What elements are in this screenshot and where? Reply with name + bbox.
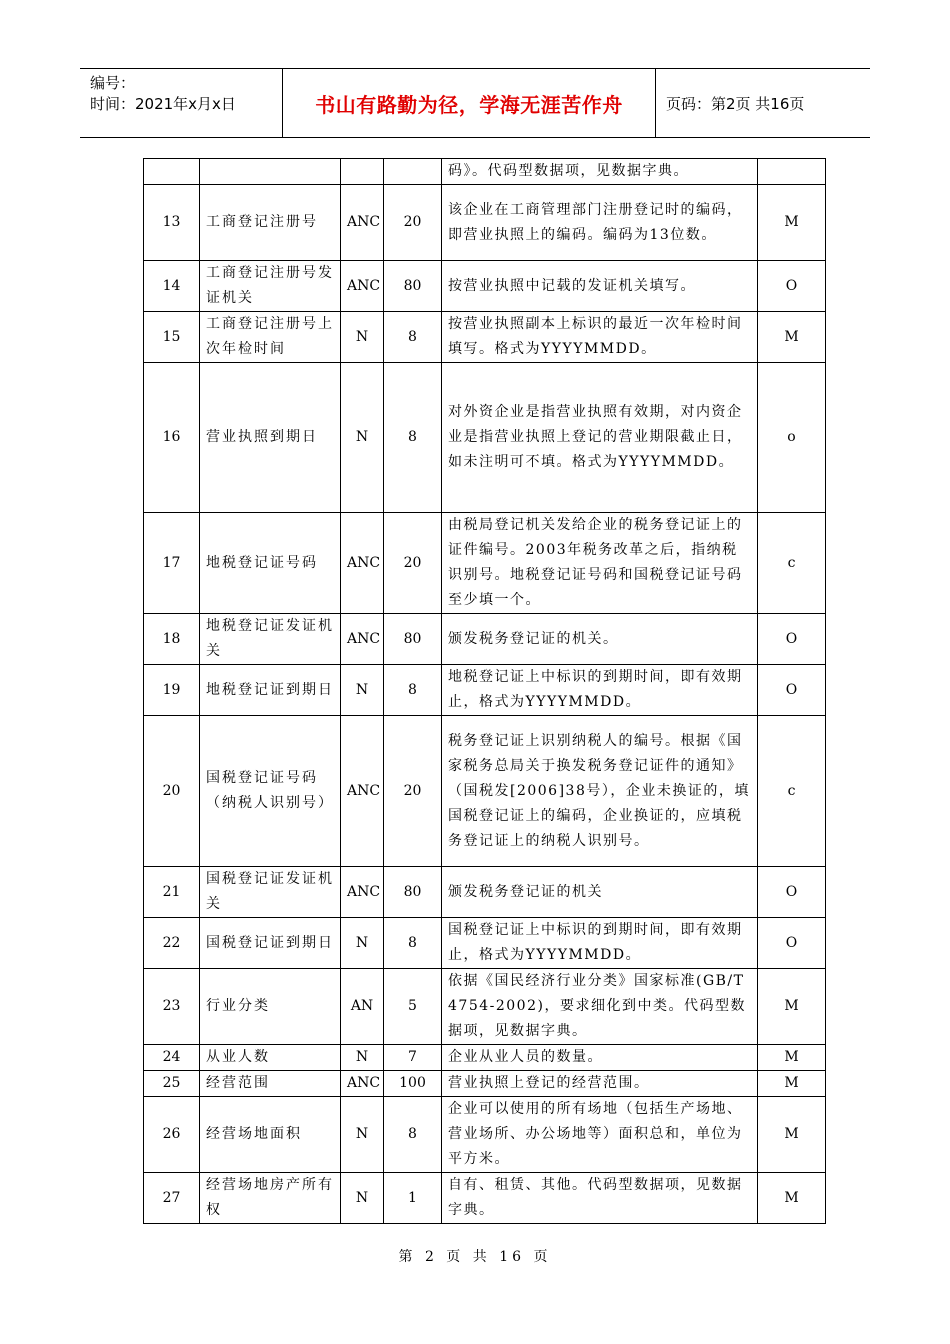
cell-type: N [341, 312, 384, 363]
cell-type: AN [341, 969, 384, 1045]
cell-len: 5 [384, 969, 442, 1045]
motto: 书山有路勤为径，学海无涯苦作舟 [315, 92, 623, 117]
cell-req: M [758, 1071, 826, 1097]
cell-num: 14 [144, 261, 200, 312]
cell-type: N [341, 363, 384, 513]
page-footer: 第 2 页 共 16 页 [398, 1249, 552, 1265]
table-body [144, 159, 826, 1224]
cell-len: 8 [384, 665, 442, 716]
code-label: 编号： [90, 74, 136, 92]
cell-name: 国税登记证发证机关 [200, 867, 341, 918]
cell-req: O [758, 867, 826, 918]
cell-req: O [758, 261, 826, 312]
cell-num: 16 [144, 363, 200, 513]
cell-type: ANC [341, 261, 384, 312]
cell-num: 20 [144, 716, 200, 867]
cell-type: ANC [341, 513, 384, 614]
table-row [144, 867, 826, 918]
table-row [144, 918, 826, 969]
cell-desc: 企业可以使用的所有场地（包括生产场地、营业场所、办公场地等）面积总和，单位为平方米。 [442, 1097, 758, 1173]
table-row [144, 1097, 826, 1173]
cell-name: 地税登记证号码 [200, 513, 341, 614]
cell-len: 8 [384, 312, 442, 363]
cell-req: M [758, 185, 826, 261]
cell-num: 21 [144, 867, 200, 918]
cell-desc: 自有、租赁、其他。代码型数据项，见数据字典。 [442, 1173, 758, 1224]
cell-len: 8 [384, 363, 442, 513]
cell-req [758, 159, 826, 185]
cell-req: O [758, 614, 826, 665]
field-spec-table [143, 158, 826, 1224]
table-row [144, 185, 826, 261]
cell-num: 18 [144, 614, 200, 665]
cell-req: M [758, 1173, 826, 1224]
cell-len: 80 [384, 614, 442, 665]
table-row [144, 159, 826, 185]
cell-req: M [758, 969, 826, 1045]
cell-req: M [758, 312, 826, 363]
cell-name: 工商登记注册号上次年检时间 [200, 312, 341, 363]
cell-desc: 按营业执照副本上标识的最近一次年检时间填写。格式为YYYYMMDD。 [442, 312, 758, 363]
cell-desc: 依据《国民经济行业分类》国家标准(GB/T 4754-2002)，要求细化到中类。代码型数据项，见数据字典。 [442, 969, 758, 1045]
table-row [144, 513, 826, 614]
cell-type: N [341, 665, 384, 716]
page-label: 页码：第2页 共16页 [666, 94, 805, 113]
cell-num [144, 159, 200, 185]
table-row [144, 261, 826, 312]
cell-desc: 国税登记证上中标识的到期时间，即有效期止，格式为YYYYMMDD。 [442, 918, 758, 969]
cell-name: 经营场地房产所有权 [200, 1173, 341, 1224]
cell-desc: 颁发税务登记证的机关 [442, 867, 758, 918]
cell-name [200, 159, 341, 185]
cell-req: O [758, 665, 826, 716]
table-row [144, 1071, 826, 1097]
cell-type: ANC [341, 1071, 384, 1097]
cell-num: 19 [144, 665, 200, 716]
cell-desc: 对外资企业是指营业执照有效期，对内资企业是指营业执照上登记的营业期限截止日，如未注明可不填。格式为YYYYMMDD。 [442, 363, 758, 513]
cell-type: N [341, 1045, 384, 1071]
cell-num: 13 [144, 185, 200, 261]
cell-type: ANC [341, 716, 384, 867]
cell-len: 1 [384, 1173, 442, 1224]
table-row [144, 363, 826, 513]
cell-name: 地税登记证到期日 [200, 665, 341, 716]
cell-desc: 地税登记证上中标识的到期时间，即有效期止，格式为YYYYMMDD。 [442, 665, 758, 716]
cell-desc: 税务登记证上识别纳税人的编号。根据《国家税务总局关于换发税务登记证件的通知》（国税发[2006]38号），企业未换证的，填国税登记证上的编码，企业换证的，应填税务登记证上的纳税人识别号。 [442, 716, 758, 867]
cell-name: 工商登记注册号发证机关 [200, 261, 341, 312]
cell-desc: 由税局登记机关发给企业的税务登记证上的证件编号。2003年税务改革之后，指纳税识别号。地税登记证号码和国税登记证号码至少填一个。 [442, 513, 758, 614]
cell-num: 25 [144, 1071, 200, 1097]
cell-desc: 按营业执照中记载的发证机关填写。 [442, 261, 758, 312]
cell-len: 20 [384, 185, 442, 261]
cell-desc: 该企业在工商管理部门注册登记时的编码，即营业执照上的编码。编码为13位数。 [442, 185, 758, 261]
cell-name: 从业人数 [200, 1045, 341, 1071]
cell-desc: 颁发税务登记证的机关。 [442, 614, 758, 665]
cell-req: M [758, 1097, 826, 1173]
cell-len: 100 [384, 1071, 442, 1097]
time-label: 时间：2021年x月x日 [90, 95, 236, 113]
cell-name: 地税登记证发证机关 [200, 614, 341, 665]
cell-req: c [758, 716, 826, 867]
cell-num: 22 [144, 918, 200, 969]
table-row [144, 665, 826, 716]
cell-len: 80 [384, 261, 442, 312]
cell-req: M [758, 1045, 826, 1071]
cell-len: 7 [384, 1045, 442, 1071]
cell-len [384, 159, 442, 185]
page-header [80, 68, 870, 138]
cell-num: 27 [144, 1173, 200, 1224]
cell-req: o [758, 363, 826, 513]
cell-name: 国税登记证号码（纳税人识别号） [200, 716, 341, 867]
cell-desc: 码》。代码型数据项，见数据字典。 [442, 159, 758, 185]
cell-type: N [341, 1097, 384, 1173]
table-row [144, 1045, 826, 1071]
cell-type: ANC [341, 614, 384, 665]
table-row [144, 716, 826, 867]
table-row [144, 969, 826, 1045]
cell-type: N [341, 918, 384, 969]
cell-desc: 企业从业人员的数量。 [442, 1045, 758, 1071]
header-meta [80, 69, 283, 137]
table-row [144, 312, 826, 363]
table-row [144, 614, 826, 665]
cell-len: 20 [384, 716, 442, 867]
table-row [144, 1173, 826, 1224]
cell-desc: 营业执照上登记的经营范围。 [442, 1071, 758, 1097]
cell-num: 24 [144, 1045, 200, 1071]
cell-name: 经营范围 [200, 1071, 341, 1097]
cell-req: c [758, 513, 826, 614]
cell-name: 工商登记注册号 [200, 185, 341, 261]
cell-name: 国税登记证到期日 [200, 918, 341, 969]
header-page-cell [656, 69, 870, 137]
cell-len: 8 [384, 1097, 442, 1173]
cell-type: ANC [341, 867, 384, 918]
cell-num: 23 [144, 969, 200, 1045]
cell-type [341, 159, 384, 185]
cell-num: 15 [144, 312, 200, 363]
cell-num: 26 [144, 1097, 200, 1173]
header-motto-cell [283, 69, 656, 137]
cell-req: O [758, 918, 826, 969]
cell-type: ANC [341, 185, 384, 261]
cell-len: 8 [384, 918, 442, 969]
cell-name: 行业分类 [200, 969, 341, 1045]
cell-len: 20 [384, 513, 442, 614]
cell-name: 经营场地面积 [200, 1097, 341, 1173]
cell-num: 17 [144, 513, 200, 614]
cell-len: 80 [384, 867, 442, 918]
cell-type: N [341, 1173, 384, 1224]
cell-name: 营业执照到期日 [200, 363, 341, 513]
